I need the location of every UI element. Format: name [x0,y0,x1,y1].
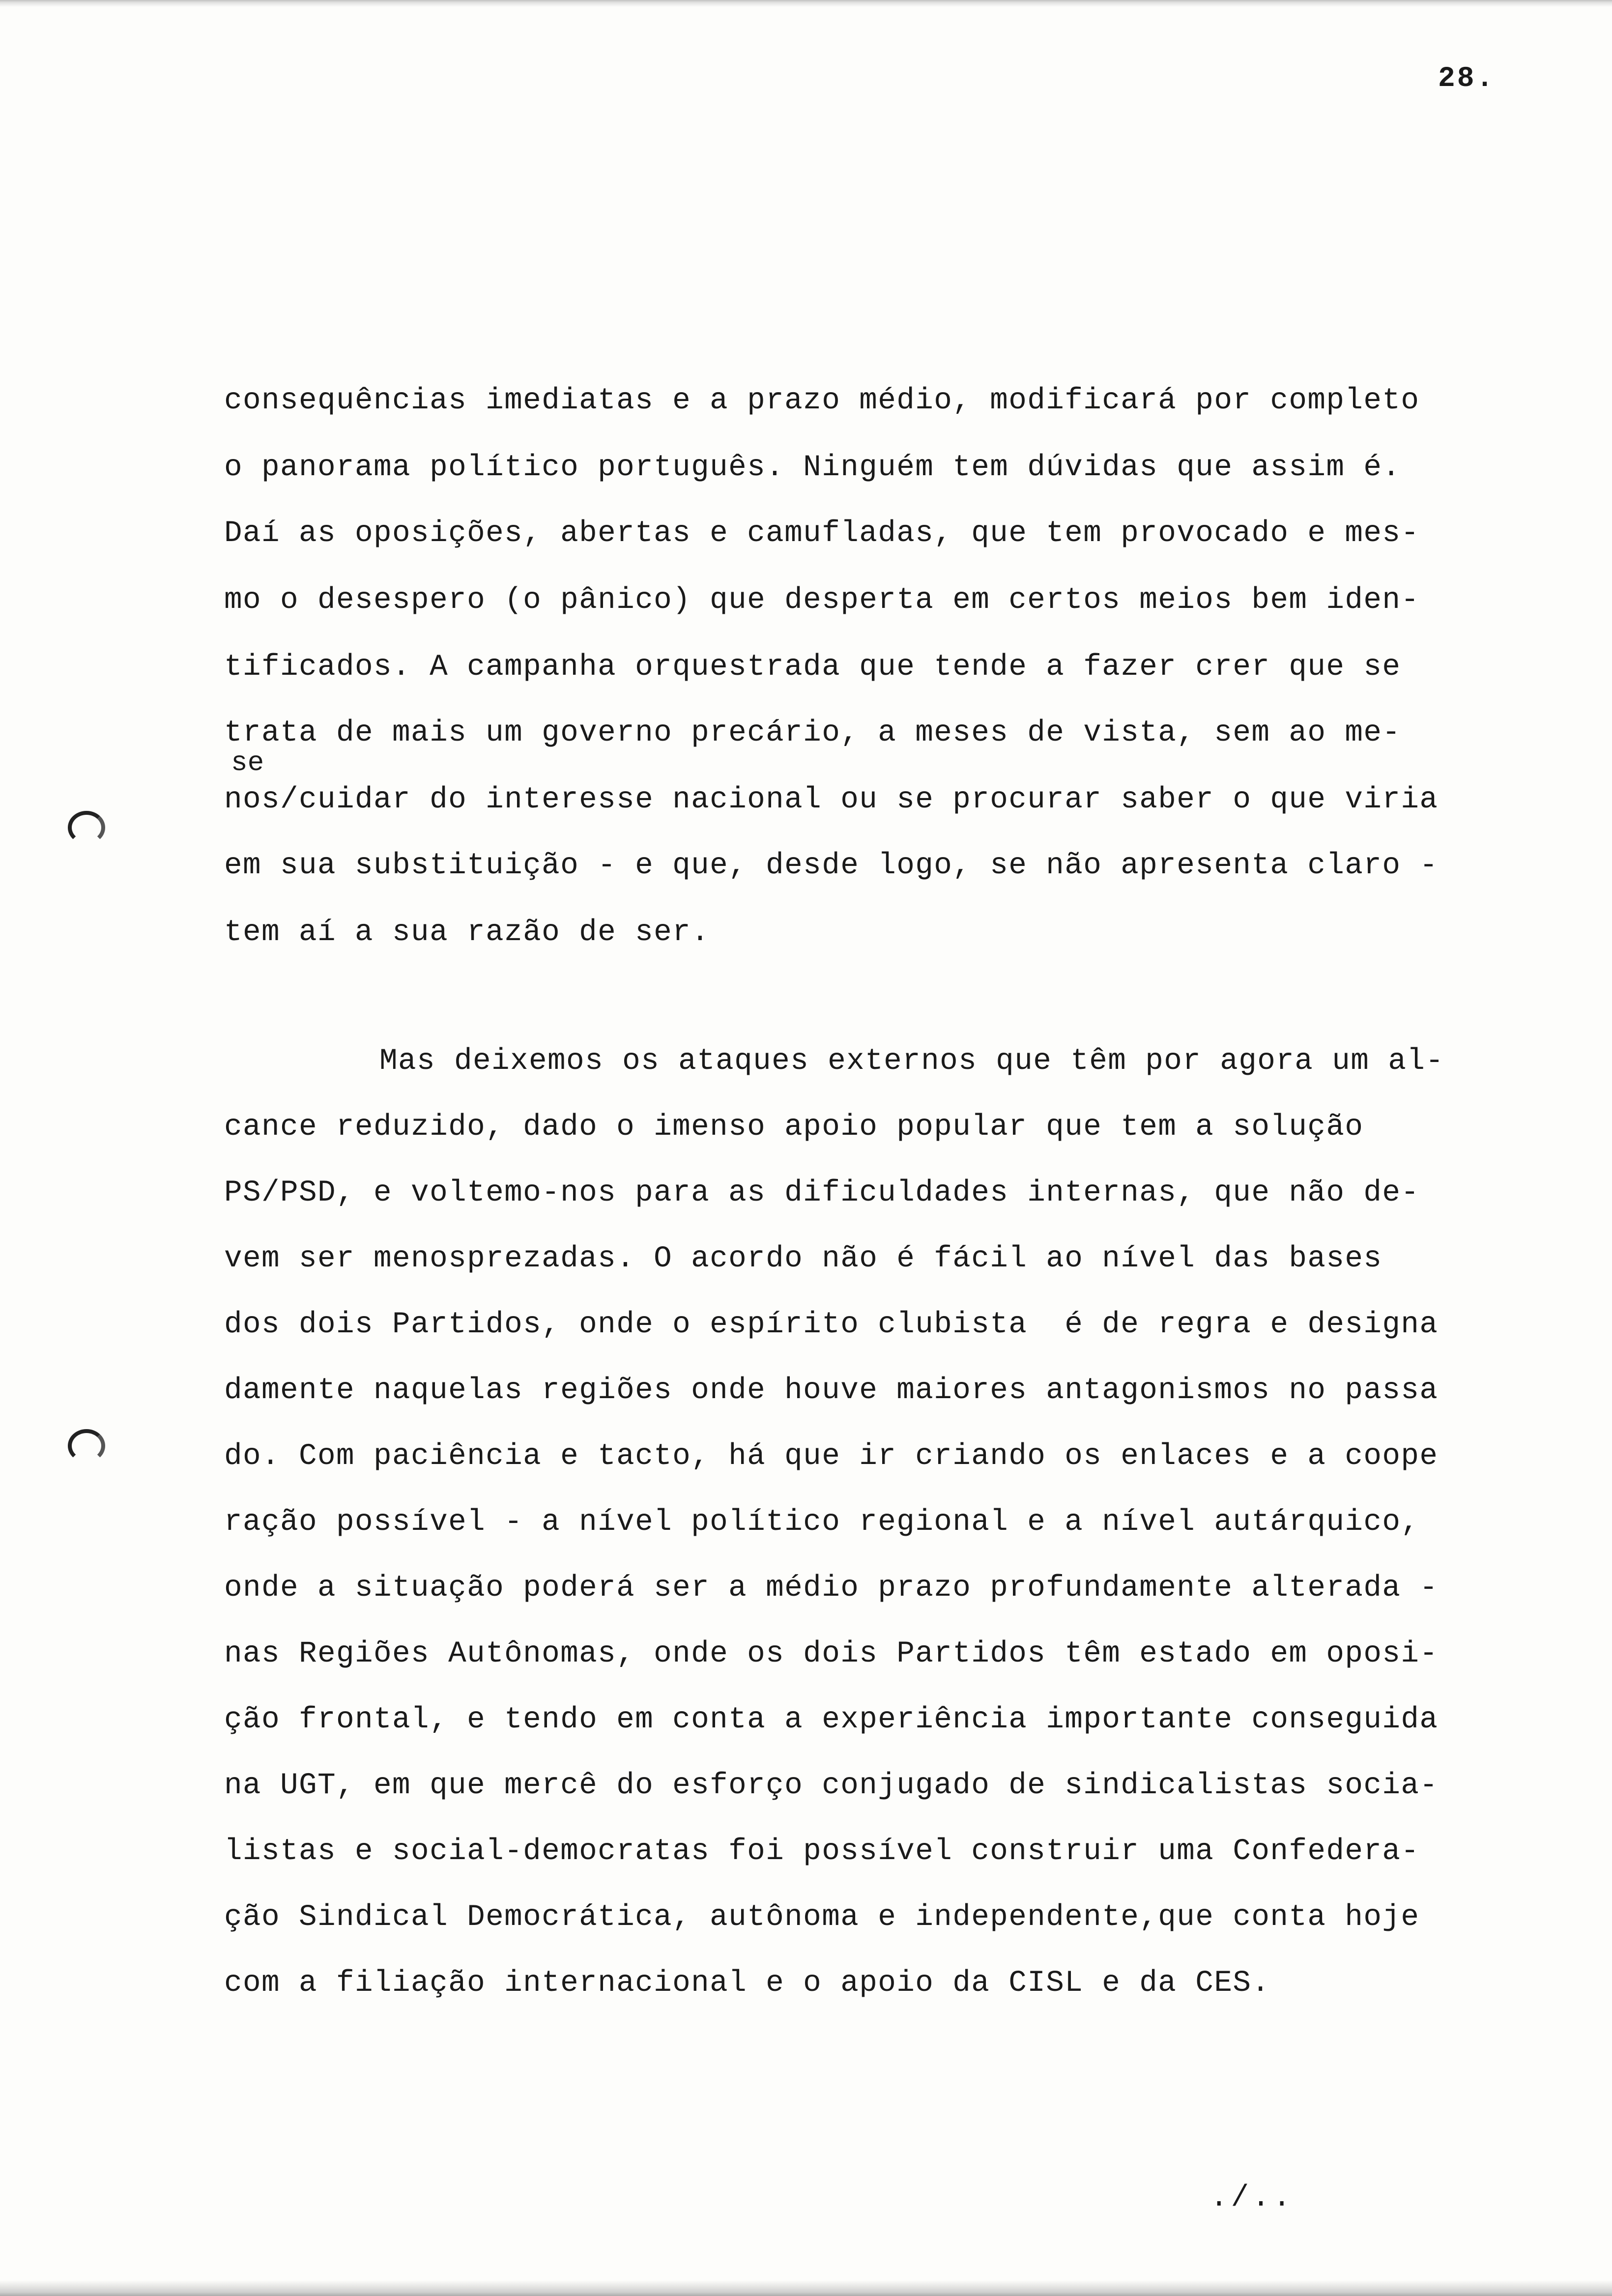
punch-hole-upper [68,811,105,844]
text-line: tem aí a sua razão de ser. [224,916,710,949]
text-line: ção Sindical Democrática, autônoma e independente,que conta hoje [224,1900,1420,1934]
text-line: do. Com paciência e tacto, há que ir criando os enlaces e a coope [224,1439,1439,1473]
text-line: Mas deixemos os ataques externos que têm por agora um al- [379,1044,1444,1078]
text-line: trata de mais um governo precário, a meses de vista, sem ao me- [224,716,1401,750]
text-line: ração possível - a nível político regional e a nível autárquico, [224,1505,1420,1539]
page-number: 28. [1438,63,1496,95]
text-line: cance reduzido, dado o imenso apoio popular que tem a solução [224,1110,1364,1144]
text-line: em sua substituição - e que, desde logo, se não apresenta claro - [224,849,1439,883]
scan-top-edge [0,0,1612,7]
text-line: listas e social-democratas foi possível construir uma Confedera- [224,1835,1420,1868]
text-line: ção frontal, e tendo em conta a experiência importante conseguida [224,1703,1439,1737]
text-line: onde a situação poderá ser a médio prazo profundamente alterada - [224,1571,1439,1605]
text-line: Daí as oposições, abertas e camufladas, que tem provocado e mes- [224,517,1420,550]
text-line: nas Regiões Autônomas, onde os dois Partidos têm estado em oposi- [224,1637,1439,1671]
interlinear-insertion: se [231,747,264,778]
text-line: consequências imediatas e a prazo médio, modificará por completo [224,384,1420,418]
text-line: damente naquelas regiões onde houve maiores antagonismos no passa [224,1374,1439,1407]
text-line: dos dois Partidos, onde o espírito clubista é de regra e designa [224,1308,1439,1342]
text-line: mo o desespero (o pânico) que desperta em certos meios bem iden- [224,583,1420,617]
text-line: vem ser menosprezadas. O acordo não é fácil ao nível das bases [224,1242,1382,1276]
text-line: PS/PSD, e voltemo-nos para as dificuldades internas, que não de- [224,1176,1420,1210]
text-line: o panorama político português. Ninguém tem dúvidas que assim é. [224,451,1401,485]
scan-bottom-edge [0,2280,1612,2296]
continuation-mark: ./.. [1210,2181,1294,2215]
punch-hole-lower [68,1429,105,1463]
text-line: tificados. A campanha orquestrada que tende a fazer crer que se [224,650,1401,684]
text-line: nos/cuidar do interesse nacional ou se procurar saber o que viria [224,783,1439,817]
text-line: com a filiação internacional e o apoio da CISL e da CES. [224,1966,1270,2000]
text-line: na UGT, em que mercê do esforço conjugado de sindicalistas socia- [224,1769,1439,1803]
